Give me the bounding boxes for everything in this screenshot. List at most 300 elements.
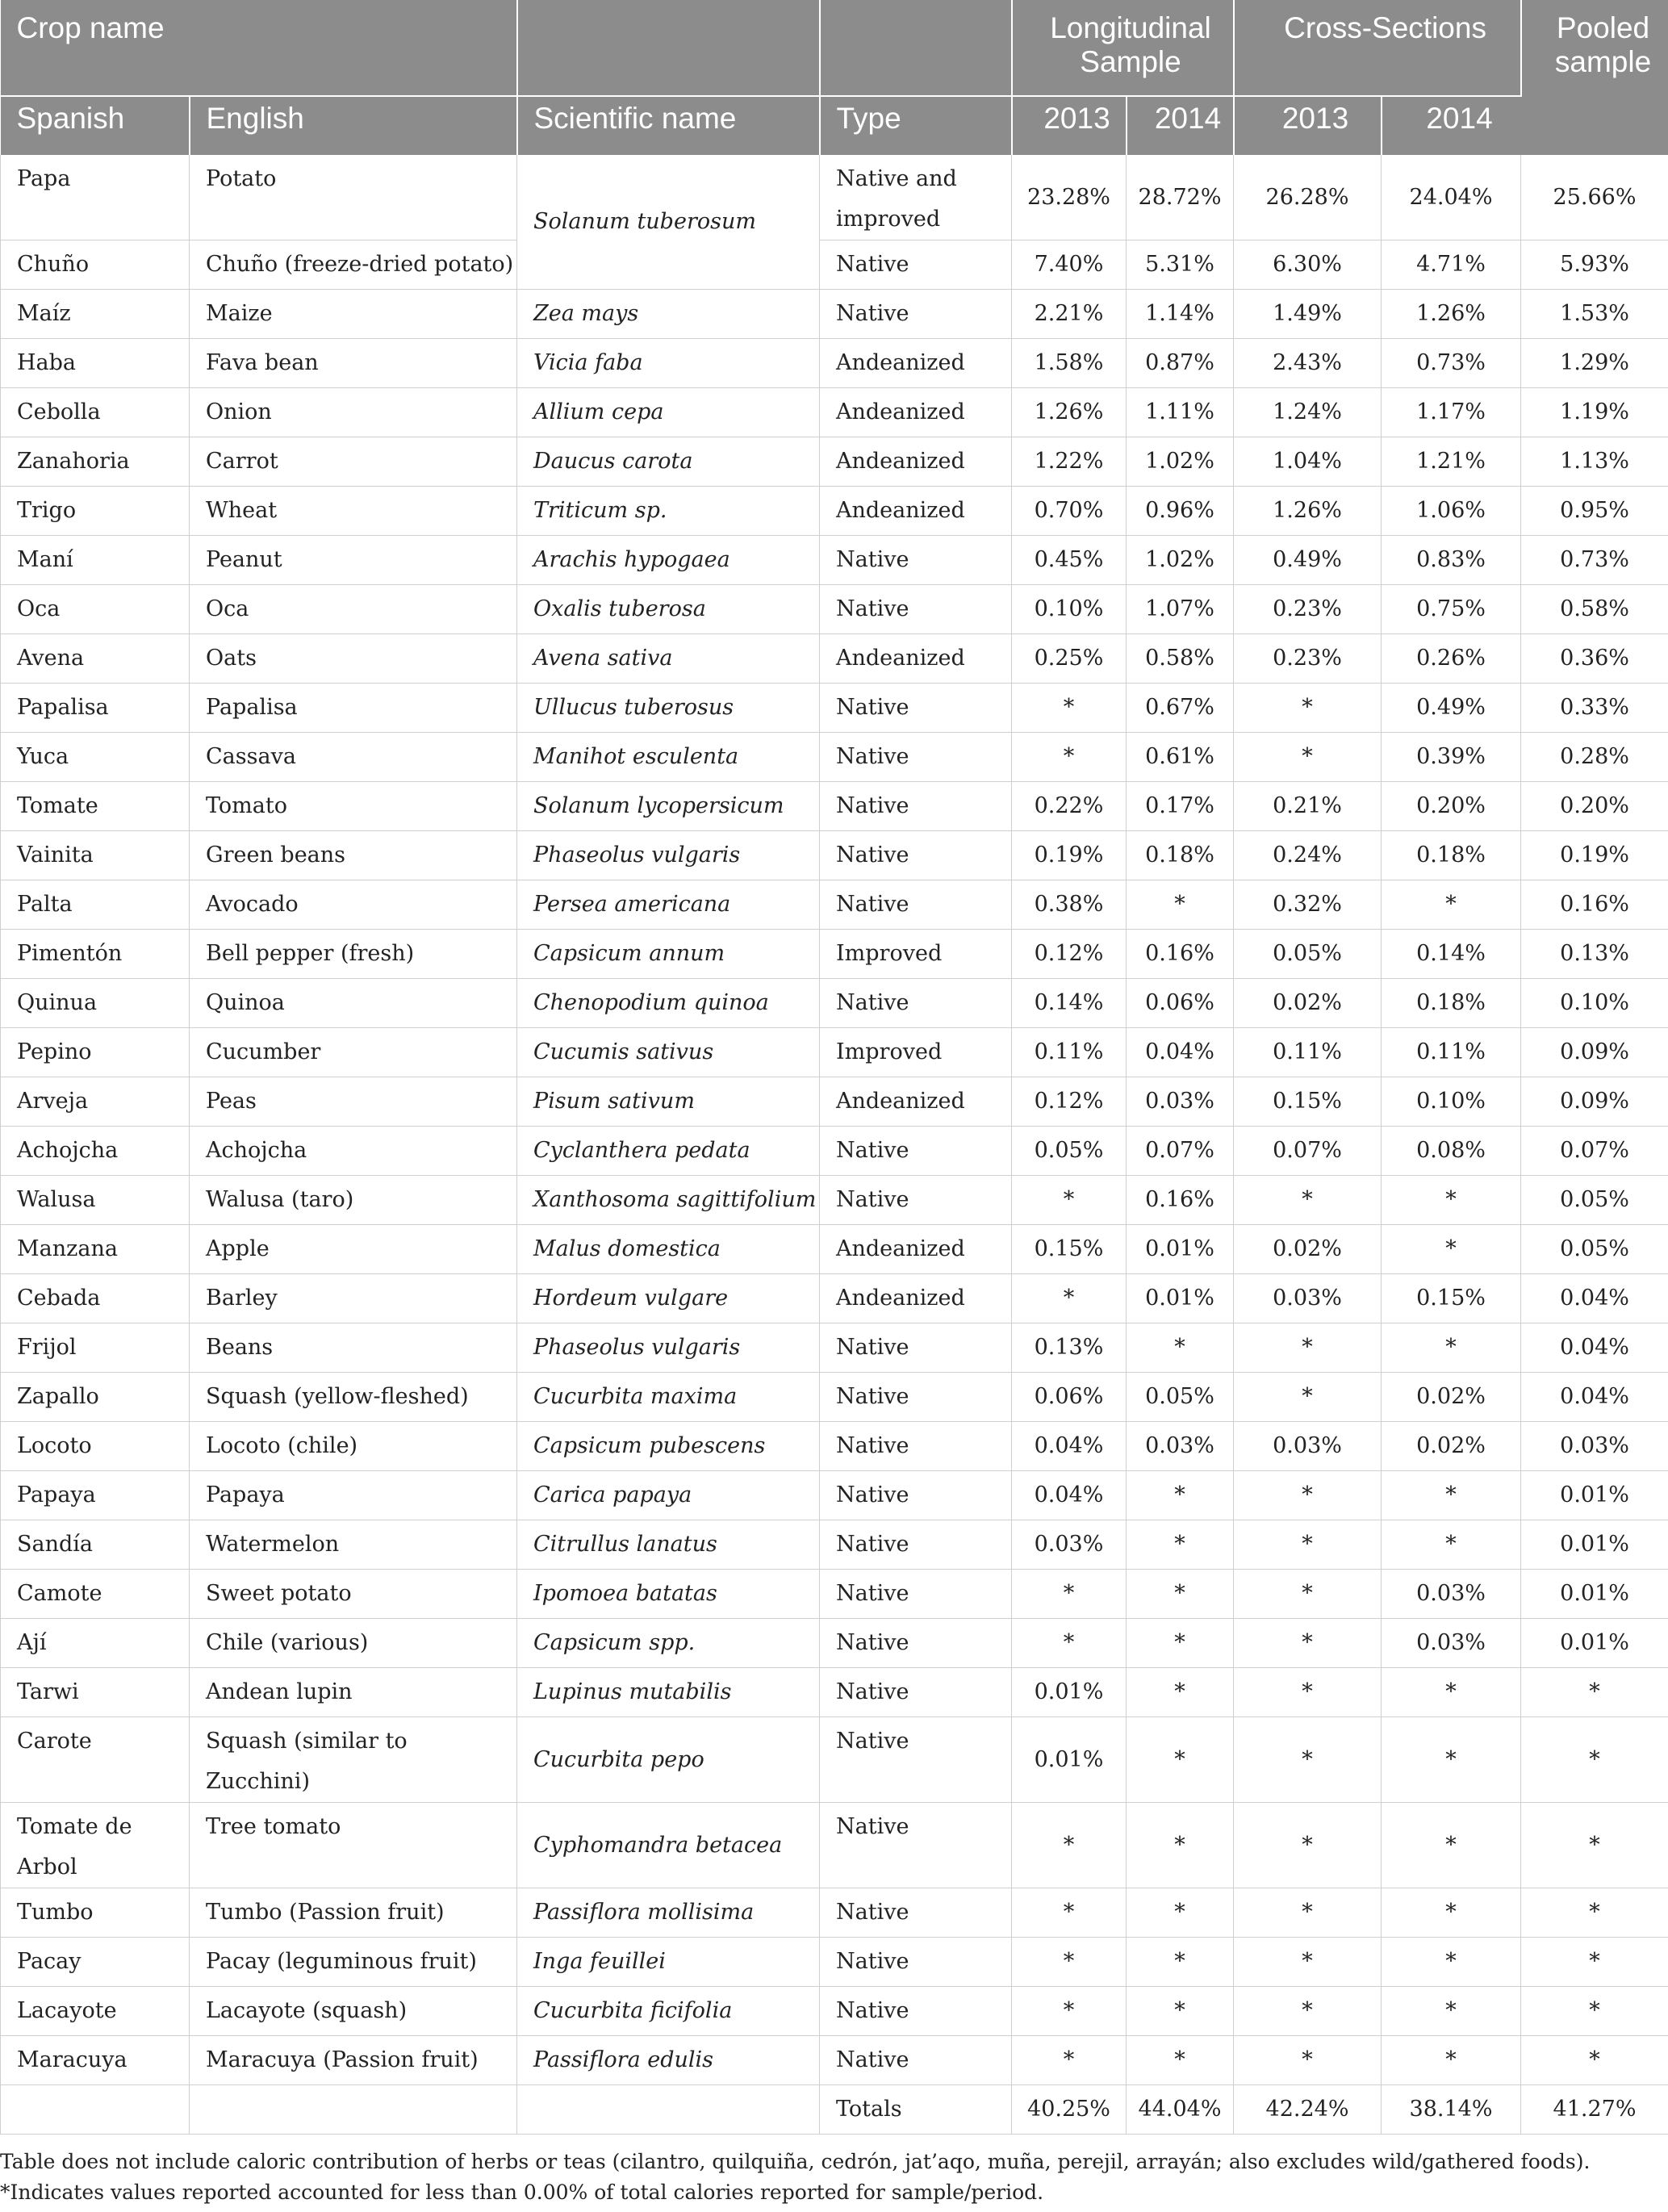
cell-english: Lacayote (squash) bbox=[190, 1987, 517, 2036]
cell-longitudinal-2013: 0.14% bbox=[1012, 979, 1127, 1028]
cell-cross-2013: 0.23% bbox=[1234, 634, 1382, 684]
cell-cross-2014: 4.71% bbox=[1382, 240, 1521, 290]
cell-cross-2013: 1.04% bbox=[1234, 437, 1382, 487]
cell-longitudinal-2014: 0.61% bbox=[1127, 733, 1234, 782]
cell-pooled: 0.09% bbox=[1521, 1077, 1668, 1127]
cell-longitudinal-2014: * bbox=[1127, 880, 1234, 930]
cell-pooled: 0.28% bbox=[1521, 733, 1668, 782]
cell-longitudinal-2014: 0.03% bbox=[1127, 1422, 1234, 1471]
cell-longitudinal-2013: 1.22% bbox=[1012, 437, 1127, 487]
cell-longitudinal-2014: 0.01% bbox=[1127, 1274, 1234, 1323]
header-crop-name: Crop name bbox=[1, 0, 517, 96]
cell-pooled: 0.95% bbox=[1521, 487, 1668, 536]
cell-pooled: 0.03% bbox=[1521, 1422, 1668, 1471]
header-longitudinal-2014: 2014 bbox=[1127, 96, 1234, 155]
cell-longitudinal-2013: 7.40% bbox=[1012, 240, 1127, 290]
cell-spanish: Maní bbox=[1, 536, 190, 585]
cell-scientific: Zea mays bbox=[517, 290, 820, 339]
cell-cross-2013: 26.28% bbox=[1234, 155, 1382, 240]
cell-pooled: 0.73% bbox=[1521, 536, 1668, 585]
cell-longitudinal-2014: 1.02% bbox=[1127, 536, 1234, 585]
header-pooled-sample: Pooled sample bbox=[1521, 0, 1668, 155]
cell-type: Native bbox=[820, 1127, 1012, 1176]
totals-cross-2013: 42.24% bbox=[1234, 2085, 1382, 2135]
cell-pooled: * bbox=[1521, 1987, 1668, 2036]
cell-longitudinal-2014: * bbox=[1127, 1888, 1234, 1938]
cell-type: Andeanized bbox=[820, 388, 1012, 437]
cell-longitudinal-2013: 0.04% bbox=[1012, 1422, 1127, 1471]
cell-scientific: Chenopodium quinoa bbox=[517, 979, 820, 1028]
cell-cross-2013: 1.24% bbox=[1234, 388, 1382, 437]
cell-cross-2014: * bbox=[1382, 880, 1521, 930]
cell-type: Native bbox=[820, 782, 1012, 831]
cell-spanish: Manzana bbox=[1, 1225, 190, 1274]
cell-cross-2014: 0.49% bbox=[1382, 684, 1521, 733]
cell-type: Native bbox=[820, 2036, 1012, 2085]
cell-longitudinal-2014: 0.03% bbox=[1127, 1077, 1234, 1127]
cell-cross-2014: 0.20% bbox=[1382, 782, 1521, 831]
cell-spanish: Locoto bbox=[1, 1422, 190, 1471]
cell-longitudinal-2013: 0.10% bbox=[1012, 585, 1127, 634]
cell-english: Avocado bbox=[190, 880, 517, 930]
table-row bbox=[1, 487, 1668, 536]
cell-pooled: 0.01% bbox=[1521, 1619, 1668, 1668]
table-row bbox=[1, 1028, 1668, 1077]
cell-spanish: Haba bbox=[1, 339, 190, 388]
cell-scientific: Carica papaya bbox=[517, 1471, 820, 1520]
cell-scientific: Oxalis tuberosa bbox=[517, 585, 820, 634]
cell-english: Cassava bbox=[190, 733, 517, 782]
cell-type: Native and improved bbox=[820, 155, 1012, 240]
cell-longitudinal-2014: 28.72% bbox=[1127, 155, 1234, 240]
cell-cross-2014: * bbox=[1382, 1987, 1521, 2036]
cell-longitudinal-2013: * bbox=[1012, 1803, 1127, 1888]
cell-spanish: Achojcha bbox=[1, 1127, 190, 1176]
cell-spanish: Papaya bbox=[1, 1471, 190, 1520]
cell-type: Native bbox=[820, 1373, 1012, 1422]
cell-pooled: 0.20% bbox=[1521, 782, 1668, 831]
header-blank-scientific bbox=[517, 0, 820, 96]
cell-pooled: 0.05% bbox=[1521, 1176, 1668, 1225]
cell-pooled: * bbox=[1521, 1803, 1668, 1888]
cell-scientific: Phaseolus vulgaris bbox=[517, 1323, 820, 1373]
table-row bbox=[1, 1274, 1668, 1323]
cell-scientific: Persea americana bbox=[517, 880, 820, 930]
cell-pooled: * bbox=[1521, 2036, 1668, 2085]
cell-spanish: Camote bbox=[1, 1570, 190, 1619]
cell-english: Green beans bbox=[190, 831, 517, 880]
cell-longitudinal-2013: 0.01% bbox=[1012, 1717, 1127, 1803]
cell-cross-2013: * bbox=[1234, 1938, 1382, 1987]
cell-cross-2013: 1.49% bbox=[1234, 290, 1382, 339]
table-row bbox=[1, 1520, 1668, 1570]
table-row bbox=[1, 1717, 1668, 1803]
cell-english: Peanut bbox=[190, 536, 517, 585]
totals-longitudinal-2013: 40.25% bbox=[1012, 2085, 1127, 2135]
cell-cross-2014: 0.10% bbox=[1382, 1077, 1521, 1127]
cell-type: Native bbox=[820, 1570, 1012, 1619]
cell-longitudinal-2013: 0.12% bbox=[1012, 930, 1127, 979]
cell-cross-2013: 0.32% bbox=[1234, 880, 1382, 930]
cell-scientific: Inga feuillei bbox=[517, 1938, 820, 1987]
cell-type: Native bbox=[820, 831, 1012, 880]
cell-pooled: * bbox=[1521, 1938, 1668, 1987]
cell-english: Chile (various) bbox=[190, 1619, 517, 1668]
cell-type: Native bbox=[820, 1422, 1012, 1471]
cell-english: Papalisa bbox=[190, 684, 517, 733]
cell-scientific: Cucurbita maxima bbox=[517, 1373, 820, 1422]
cell-scientific: Arachis hypogaea bbox=[517, 536, 820, 585]
header-cross-2014: 2014 bbox=[1382, 96, 1521, 155]
cell-spanish: Tomate de Arbol bbox=[1, 1803, 190, 1888]
cell-cross-2013: * bbox=[1234, 1373, 1382, 1422]
cell-type: Native bbox=[820, 1520, 1012, 1570]
cell-longitudinal-2013: 0.25% bbox=[1012, 634, 1127, 684]
table-row bbox=[1, 1373, 1668, 1422]
cell-pooled: 1.19% bbox=[1521, 388, 1668, 437]
cell-cross-2014: 0.18% bbox=[1382, 979, 1521, 1028]
table-row bbox=[1, 1570, 1668, 1619]
cell-cross-2014: * bbox=[1382, 1520, 1521, 1570]
cell-cross-2014: * bbox=[1382, 1888, 1521, 1938]
cell-cross-2014: 0.75% bbox=[1382, 585, 1521, 634]
cell-longitudinal-2014: 0.01% bbox=[1127, 1225, 1234, 1274]
cell-cross-2014: 0.18% bbox=[1382, 831, 1521, 880]
cell-spanish: Frijol bbox=[1, 1323, 190, 1373]
cell-longitudinal-2014: 0.07% bbox=[1127, 1127, 1234, 1176]
cell-longitudinal-2013: 1.58% bbox=[1012, 339, 1127, 388]
cell-longitudinal-2013: 0.38% bbox=[1012, 880, 1127, 930]
cell-cross-2013: 0.05% bbox=[1234, 930, 1382, 979]
cell-longitudinal-2014: * bbox=[1127, 1323, 1234, 1373]
cell-cross-2014: 1.26% bbox=[1382, 290, 1521, 339]
cell-english: Peas bbox=[190, 1077, 517, 1127]
cell-pooled: 0.04% bbox=[1521, 1323, 1668, 1373]
cell-cross-2014: 0.83% bbox=[1382, 536, 1521, 585]
cell-type: Native bbox=[820, 979, 1012, 1028]
cell-type: Andeanized bbox=[820, 1274, 1012, 1323]
cell-scientific: Cucurbita ficifolia bbox=[517, 1987, 820, 2036]
cell-english: Pacay (leguminous fruit) bbox=[190, 1938, 517, 1987]
cell-longitudinal-2014: 1.14% bbox=[1127, 290, 1234, 339]
table-row bbox=[1, 1619, 1668, 1668]
cell-spanish: Oca bbox=[1, 585, 190, 634]
cell-cross-2014: 0.15% bbox=[1382, 1274, 1521, 1323]
cell-cross-2013: * bbox=[1234, 1323, 1382, 1373]
cell-spanish: Carote bbox=[1, 1717, 190, 1803]
cell-type: Andeanized bbox=[820, 634, 1012, 684]
cell-english: Apple bbox=[190, 1225, 517, 1274]
table-row bbox=[1, 979, 1668, 1028]
cell-spanish: Cebada bbox=[1, 1274, 190, 1323]
table-row bbox=[1, 437, 1668, 487]
cell-type: Native bbox=[820, 1668, 1012, 1717]
cell-longitudinal-2013: 0.22% bbox=[1012, 782, 1127, 831]
totals-row bbox=[1, 2085, 1668, 2135]
cell-cross-2014: 0.26% bbox=[1382, 634, 1521, 684]
table-row bbox=[1, 1668, 1668, 1717]
cell-longitudinal-2013: * bbox=[1012, 1274, 1127, 1323]
cell-english: Squash (yellow-fleshed) bbox=[190, 1373, 517, 1422]
cell-cross-2014: * bbox=[1382, 1225, 1521, 1274]
table-row bbox=[1, 585, 1668, 634]
cell-pooled: * bbox=[1521, 1717, 1668, 1803]
cell-cross-2013: 0.03% bbox=[1234, 1274, 1382, 1323]
cell-cross-2013: 6.30% bbox=[1234, 240, 1382, 290]
cell-longitudinal-2013: * bbox=[1012, 1938, 1127, 1987]
cell-cross-2013: * bbox=[1234, 1803, 1382, 1888]
cell-english: Barley bbox=[190, 1274, 517, 1323]
header-longitudinal-2013: 2013 bbox=[1012, 96, 1127, 155]
cell-scientific: Solanum tuberosum bbox=[517, 155, 820, 290]
header-longitudinal-sample: Longitudinal Sample bbox=[1012, 0, 1234, 96]
cell-cross-2014: 0.08% bbox=[1382, 1127, 1521, 1176]
cell-scientific: Lupinus mutabilis bbox=[517, 1668, 820, 1717]
cell-cross-2013: 2.43% bbox=[1234, 339, 1382, 388]
cell-cross-2014: * bbox=[1382, 1323, 1521, 1373]
cell-longitudinal-2013: * bbox=[1012, 1176, 1127, 1225]
cell-scientific: Ipomoea batatas bbox=[517, 1570, 820, 1619]
table-row bbox=[1, 1127, 1668, 1176]
cell-spanish: Tumbo bbox=[1, 1888, 190, 1938]
totals-cross-2014: 38.14% bbox=[1382, 2085, 1521, 2135]
cell-type: Improved bbox=[820, 930, 1012, 979]
cell-cross-2014: 24.04% bbox=[1382, 155, 1521, 240]
cell-scientific: Passiflora mollisima bbox=[517, 1888, 820, 1938]
table-row bbox=[1, 155, 1668, 240]
cell-cross-2014: * bbox=[1382, 1668, 1521, 1717]
cell-longitudinal-2014: 1.11% bbox=[1127, 388, 1234, 437]
cell-type: Andeanized bbox=[820, 339, 1012, 388]
cell-scientific: Cucumis sativus bbox=[517, 1028, 820, 1077]
cell-cross-2013: * bbox=[1234, 1987, 1382, 2036]
cell-cross-2013: 0.02% bbox=[1234, 1225, 1382, 1274]
cell-english: Tumbo (Passion fruit) bbox=[190, 1888, 517, 1938]
cell-spanish: Yuca bbox=[1, 733, 190, 782]
cell-spanish: Arveja bbox=[1, 1077, 190, 1127]
cell-cross-2014: 0.02% bbox=[1382, 1422, 1521, 1471]
cell-scientific: Phaseolus vulgaris bbox=[517, 831, 820, 880]
totals-empty-cell bbox=[517, 2085, 820, 2135]
cell-cross-2014: 1.17% bbox=[1382, 388, 1521, 437]
cell-longitudinal-2013: 1.26% bbox=[1012, 388, 1127, 437]
cell-longitudinal-2014: 0.87% bbox=[1127, 339, 1234, 388]
cell-pooled: * bbox=[1521, 1888, 1668, 1938]
cell-longitudinal-2013: * bbox=[1012, 2036, 1127, 2085]
cell-pooled: 0.36% bbox=[1521, 634, 1668, 684]
cell-scientific: Manihot esculenta bbox=[517, 733, 820, 782]
cell-english: Tree tomato bbox=[190, 1803, 517, 1888]
cell-type: Native bbox=[820, 880, 1012, 930]
table-row bbox=[1, 1422, 1668, 1471]
cell-type: Native bbox=[820, 1323, 1012, 1373]
table-row bbox=[1, 1225, 1668, 1274]
cell-cross-2013: * bbox=[1234, 733, 1382, 782]
cell-pooled: 0.04% bbox=[1521, 1274, 1668, 1323]
cell-type: Native bbox=[820, 240, 1012, 290]
cell-cross-2013: * bbox=[1234, 1176, 1382, 1225]
cell-spanish: Chuño bbox=[1, 240, 190, 290]
cell-scientific: Daucus carota bbox=[517, 437, 820, 487]
cell-longitudinal-2014: 5.31% bbox=[1127, 240, 1234, 290]
header-scientific-name: Scientific name bbox=[517, 96, 820, 155]
cell-cross-2013: * bbox=[1234, 684, 1382, 733]
cell-cross-2014: 0.11% bbox=[1382, 1028, 1521, 1077]
table-row bbox=[1, 634, 1668, 684]
cell-spanish: Avena bbox=[1, 634, 190, 684]
cell-type: Andeanized bbox=[820, 1225, 1012, 1274]
table-row bbox=[1, 733, 1668, 782]
cell-longitudinal-2013: 0.05% bbox=[1012, 1127, 1127, 1176]
cell-cross-2014: 0.03% bbox=[1382, 1619, 1521, 1668]
cell-longitudinal-2013: * bbox=[1012, 1619, 1127, 1668]
cell-type: Native bbox=[820, 684, 1012, 733]
cell-spanish: Palta bbox=[1, 880, 190, 930]
cell-pooled: * bbox=[1521, 1668, 1668, 1717]
cell-cross-2014: * bbox=[1382, 1176, 1521, 1225]
cell-longitudinal-2013: 0.19% bbox=[1012, 831, 1127, 880]
cell-pooled: 25.66% bbox=[1521, 155, 1668, 240]
cell-cross-2013: * bbox=[1234, 1471, 1382, 1520]
cell-pooled: 0.09% bbox=[1521, 1028, 1668, 1077]
cell-spanish: Papa bbox=[1, 155, 190, 240]
cell-cross-2013: 0.02% bbox=[1234, 979, 1382, 1028]
cell-spanish: Tarwi bbox=[1, 1668, 190, 1717]
cell-cross-2014: 0.03% bbox=[1382, 1570, 1521, 1619]
cell-longitudinal-2014: 0.17% bbox=[1127, 782, 1234, 831]
header-blank-type bbox=[820, 0, 1012, 96]
cell-spanish: Ají bbox=[1, 1619, 190, 1668]
cell-longitudinal-2014: 0.96% bbox=[1127, 487, 1234, 536]
cell-cross-2013: * bbox=[1234, 1619, 1382, 1668]
cell-longitudinal-2014: * bbox=[1127, 1619, 1234, 1668]
cell-cross-2014: * bbox=[1382, 1938, 1521, 1987]
cell-english: Walusa (taro) bbox=[190, 1176, 517, 1225]
cell-type: Native bbox=[820, 1938, 1012, 1987]
cell-cross-2014: 0.02% bbox=[1382, 1373, 1521, 1422]
cell-english: Quinoa bbox=[190, 979, 517, 1028]
cell-cross-2014: * bbox=[1382, 2036, 1521, 2085]
cell-cross-2014: 1.21% bbox=[1382, 437, 1521, 487]
cell-scientific: Solanum lycopersicum bbox=[517, 782, 820, 831]
cell-scientific: Triticum sp. bbox=[517, 487, 820, 536]
cell-pooled: 1.13% bbox=[1521, 437, 1668, 487]
cell-english: Onion bbox=[190, 388, 517, 437]
table-row bbox=[1, 1077, 1668, 1127]
cell-cross-2013: 0.23% bbox=[1234, 585, 1382, 634]
cell-type: Native bbox=[820, 1717, 1012, 1803]
table-row bbox=[1, 782, 1668, 831]
cell-scientific: Pisum sativum bbox=[517, 1077, 820, 1127]
cell-longitudinal-2014: 0.06% bbox=[1127, 979, 1234, 1028]
cell-english: Chuño (freeze-dried potato) bbox=[190, 240, 517, 290]
cell-longitudinal-2014: 1.02% bbox=[1127, 437, 1234, 487]
cell-type: Native bbox=[820, 536, 1012, 585]
cell-english: Locoto (chile) bbox=[190, 1422, 517, 1471]
cell-longitudinal-2013: * bbox=[1012, 1570, 1127, 1619]
cell-english: Bell pepper (fresh) bbox=[190, 930, 517, 979]
cell-english: Achojcha bbox=[190, 1127, 517, 1176]
cell-longitudinal-2013: 2.21% bbox=[1012, 290, 1127, 339]
cell-english: Fava bean bbox=[190, 339, 517, 388]
cell-spanish: Zapallo bbox=[1, 1373, 190, 1422]
cell-type: Native bbox=[820, 585, 1012, 634]
cell-type: Native bbox=[820, 1619, 1012, 1668]
cell-cross-2013: * bbox=[1234, 1570, 1382, 1619]
cell-cross-2013: 0.03% bbox=[1234, 1422, 1382, 1471]
cell-scientific: Cucurbita pepo bbox=[517, 1717, 820, 1803]
table-row bbox=[1, 684, 1668, 733]
cell-longitudinal-2013: 0.12% bbox=[1012, 1077, 1127, 1127]
cell-pooled: 1.29% bbox=[1521, 339, 1668, 388]
cell-longitudinal-2014: * bbox=[1127, 1668, 1234, 1717]
cell-longitudinal-2014: 0.04% bbox=[1127, 1028, 1234, 1077]
cell-type: Andeanized bbox=[820, 487, 1012, 536]
cell-spanish: Quinua bbox=[1, 979, 190, 1028]
cell-cross-2013: * bbox=[1234, 1668, 1382, 1717]
cell-pooled: 0.01% bbox=[1521, 1570, 1668, 1619]
cell-scientific: Avena sativa bbox=[517, 634, 820, 684]
table-row bbox=[1, 1803, 1668, 1888]
table-row bbox=[1, 1888, 1668, 1938]
cell-spanish: Pacay bbox=[1, 1938, 190, 1987]
cell-pooled: 0.04% bbox=[1521, 1373, 1668, 1422]
cell-cross-2013: 0.15% bbox=[1234, 1077, 1382, 1127]
table-row bbox=[1, 1323, 1668, 1373]
cell-scientific: Xanthosoma sagittifolium bbox=[517, 1176, 820, 1225]
cell-longitudinal-2014: 0.05% bbox=[1127, 1373, 1234, 1422]
header-spanish: Spanish bbox=[1, 96, 190, 155]
cell-scientific: Hordeum vulgare bbox=[517, 1274, 820, 1323]
cell-english: Beans bbox=[190, 1323, 517, 1373]
cell-longitudinal-2013: 0.13% bbox=[1012, 1323, 1127, 1373]
cell-pooled: 0.13% bbox=[1521, 930, 1668, 979]
cell-spanish: Zanahoria bbox=[1, 437, 190, 487]
cell-pooled: 1.53% bbox=[1521, 290, 1668, 339]
cell-longitudinal-2013: 23.28% bbox=[1012, 155, 1127, 240]
cell-cross-2014: 0.14% bbox=[1382, 930, 1521, 979]
cell-scientific: Ullucus tuberosus bbox=[517, 684, 820, 733]
table-row bbox=[1, 388, 1668, 437]
cell-cross-2013: * bbox=[1234, 1520, 1382, 1570]
cell-longitudinal-2013: * bbox=[1012, 684, 1127, 733]
table-row bbox=[1, 339, 1668, 388]
cell-pooled: 0.10% bbox=[1521, 979, 1668, 1028]
cell-cross-2014: * bbox=[1382, 1803, 1521, 1888]
cell-type: Andeanized bbox=[820, 1077, 1012, 1127]
cell-longitudinal-2014: 0.58% bbox=[1127, 634, 1234, 684]
cell-type: Native bbox=[820, 1803, 1012, 1888]
cell-english: Oats bbox=[190, 634, 517, 684]
cell-scientific: Capsicum spp. bbox=[517, 1619, 820, 1668]
table-row bbox=[1, 880, 1668, 930]
cell-cross-2014: 0.73% bbox=[1382, 339, 1521, 388]
header-english: English bbox=[190, 96, 517, 155]
cell-english: Watermelon bbox=[190, 1520, 517, 1570]
cell-longitudinal-2014: * bbox=[1127, 1938, 1234, 1987]
cell-longitudinal-2014: 0.67% bbox=[1127, 684, 1234, 733]
cell-cross-2013: 0.24% bbox=[1234, 831, 1382, 880]
cell-cross-2013: * bbox=[1234, 2036, 1382, 2085]
cell-cross-2013: * bbox=[1234, 1717, 1382, 1803]
cell-longitudinal-2014: * bbox=[1127, 1520, 1234, 1570]
totals-pooled: 41.27% bbox=[1521, 2085, 1668, 2135]
cell-english: Potato bbox=[190, 155, 517, 240]
cell-cross-2014: * bbox=[1382, 1717, 1521, 1803]
cell-english: Cucumber bbox=[190, 1028, 517, 1077]
cell-cross-2013: 0.49% bbox=[1234, 536, 1382, 585]
cell-longitudinal-2013: 0.70% bbox=[1012, 487, 1127, 536]
